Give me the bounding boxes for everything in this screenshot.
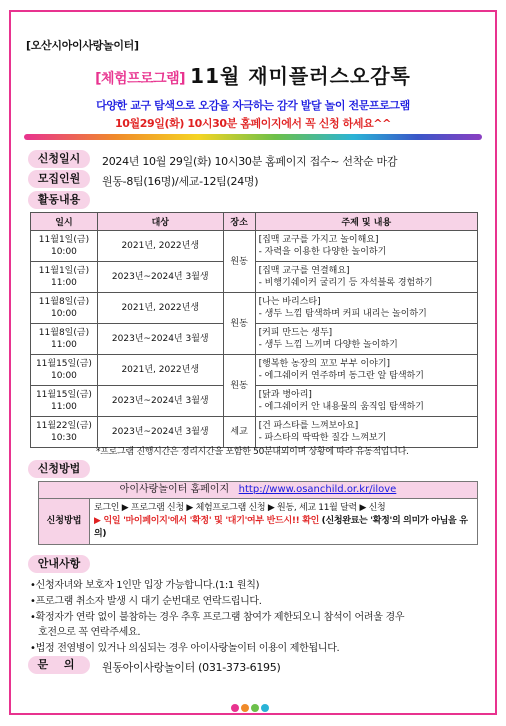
notice-item: •신청자녀와 보호자 1인만 입장 가능합니다.(1:1 원칙) [30,580,260,591]
cell-target: 2023년~2024년 3월생 [97,262,223,293]
method-warning-line [94,515,474,541]
table-header-row [31,213,478,231]
cell-place: 원동 [223,355,255,417]
notice-item: •법정 전염병이 있거나 의심되는 경우 아이사랑놀이터 이용이 제한됩니다. [30,643,340,654]
recruit-value: 원동-8팀(16명)/세교-12팀(24명) [102,175,259,188]
method-steps: 로그인 ▶ 프로그램 신청 ▶ 체험프로그램 신청 ▶ 원동, 세교 11월 달력 ▶ 신청 [94,503,386,513]
cell-place: 원동 [223,293,255,355]
method-box [38,481,478,545]
cell-place: 원동 [223,231,255,293]
cell-topic: [커피 만드는 생두] - 생두 느낌 느끼며 다양한 놀이하기 [255,324,477,355]
table-row [31,355,478,386]
apply-date-value: 2024년 10월 29일(화) 10시30분 홈페이지 접수~ 선착순 마감 [102,155,398,168]
schedule-table [30,212,478,448]
notice-item: 호전으로 꼭 연락주세요. [38,627,141,638]
header-target: 대상 [97,213,223,231]
notice-label: 안내사항 [28,555,90,573]
activity-label: 활동내용 [28,191,90,209]
method-warning-tail: (신청완료는 '확정'의 의미가 아님을 유의) [94,516,468,539]
cell-topic: [집맥 교구를 가지고 놀이해요] - 자력을 이용한 다양한 놀이하기 [255,231,477,262]
header-date: 일시 [31,213,98,231]
contact-value: 원동아이사랑놀이터 (031-373-6195) [102,661,281,674]
method-row-label: 신청방법 [39,499,90,544]
cell-target: 2021년, 2022년생 [97,231,223,262]
cell-date: 11월15일(금) 11:00 [31,386,98,417]
method-site-row [39,482,477,499]
header-topic: 주제 및 내용 [255,213,477,231]
cell-topic: [닭과 병아리] - 에그쉐이커 안 내용물의 움직임 탐색하기 [255,386,477,417]
cell-target: 2021년, 2022년생 [97,293,223,324]
cell-target: 2023년~2024년 3월생 [97,324,223,355]
cell-date: 11월8일(금) 11:00 [31,324,98,355]
method-steps-block [94,502,474,541]
apply-date-label: 신청일시 [28,150,90,168]
cell-topic: [집맥 교구를 연결해요] - 비행기쉐이커 굴리기 등 자석블록 경험하기 [255,262,477,293]
contact-label: 문 의 [28,656,90,674]
table-row [31,417,478,448]
cell-target: 2021년, 2022년생 [97,355,223,386]
cell-place: 세교 [223,417,255,448]
title-tag: [체험프로그램] [95,71,186,87]
logo-mark [229,699,277,717]
cell-topic: [나는 바리스타] - 생두 느낌 탐색하며 커피 내리는 놀이하기 [255,293,477,324]
organization-label: [오산시아이사랑놀이터] [26,39,139,52]
notice-item: •확정자가 연락 없이 불참하는 경우 추후 프로그램 참여가 제한되오니 참석이 어려울 경우 [30,612,405,623]
table-row [31,231,478,262]
subtitle-deadline: 10월29일(화) 10시30분 홈페이지에서 꼭 신청 하세요^^ [115,117,391,130]
method-warning: ▶ 익일 '마이페이지'에서 '확정' 및 '대기'여부 반드시!! 확인 [94,516,320,526]
cell-target: 2023년~2024년 3월생 [97,386,223,417]
page-title [0,60,506,89]
recruit-label: 모집인원 [28,170,90,188]
method-site-label: 아이사랑놀이터 홈페이지 [119,484,230,495]
cell-date: 11월15일(금) 10:00 [31,355,98,386]
method-label: 신청방법 [28,460,90,478]
title-main: 11월 재미플러스오감톡 [190,64,411,88]
header-place: 장소 [223,213,255,231]
rainbow-divider [24,134,482,140]
playground-logo [229,699,277,720]
cell-date: 11월22일(금) 10:30 [31,417,98,448]
table-row [31,293,478,324]
cell-target: 2023년~2024년 3월생 [97,417,223,448]
cell-date: 11월8일(금) 10:00 [31,293,98,324]
schedule-note: *프로그램 진행시간은 정리시간을 포함한 50분내외이며 상황에 따라 유동적입니다. [96,447,409,457]
cell-topic: [건 파스타를 느껴보아요] - 파스타의 딱딱한 질감 느껴보기 [255,417,477,448]
cell-date: 11월1일(금) 11:00 [31,262,98,293]
subtitle-description: 다양한 교구 탐색으로 오감을 자극하는 감각 발달 놀이 전문프로그램 [96,99,410,112]
notice-item: •프로그램 취소자 발생 시 대기 순번대로 연락드립니다. [30,596,262,607]
cell-date: 11월1일(금) 10:00 [31,231,98,262]
cell-topic: [행복한 농장의 꼬꼬 부부 이야기] - 에그쉐이커 연주하며 동그란 알 탐색하기 [255,355,477,386]
homepage-link[interactable]: http://www.osanchild.or.kr/ilove [238,484,397,495]
